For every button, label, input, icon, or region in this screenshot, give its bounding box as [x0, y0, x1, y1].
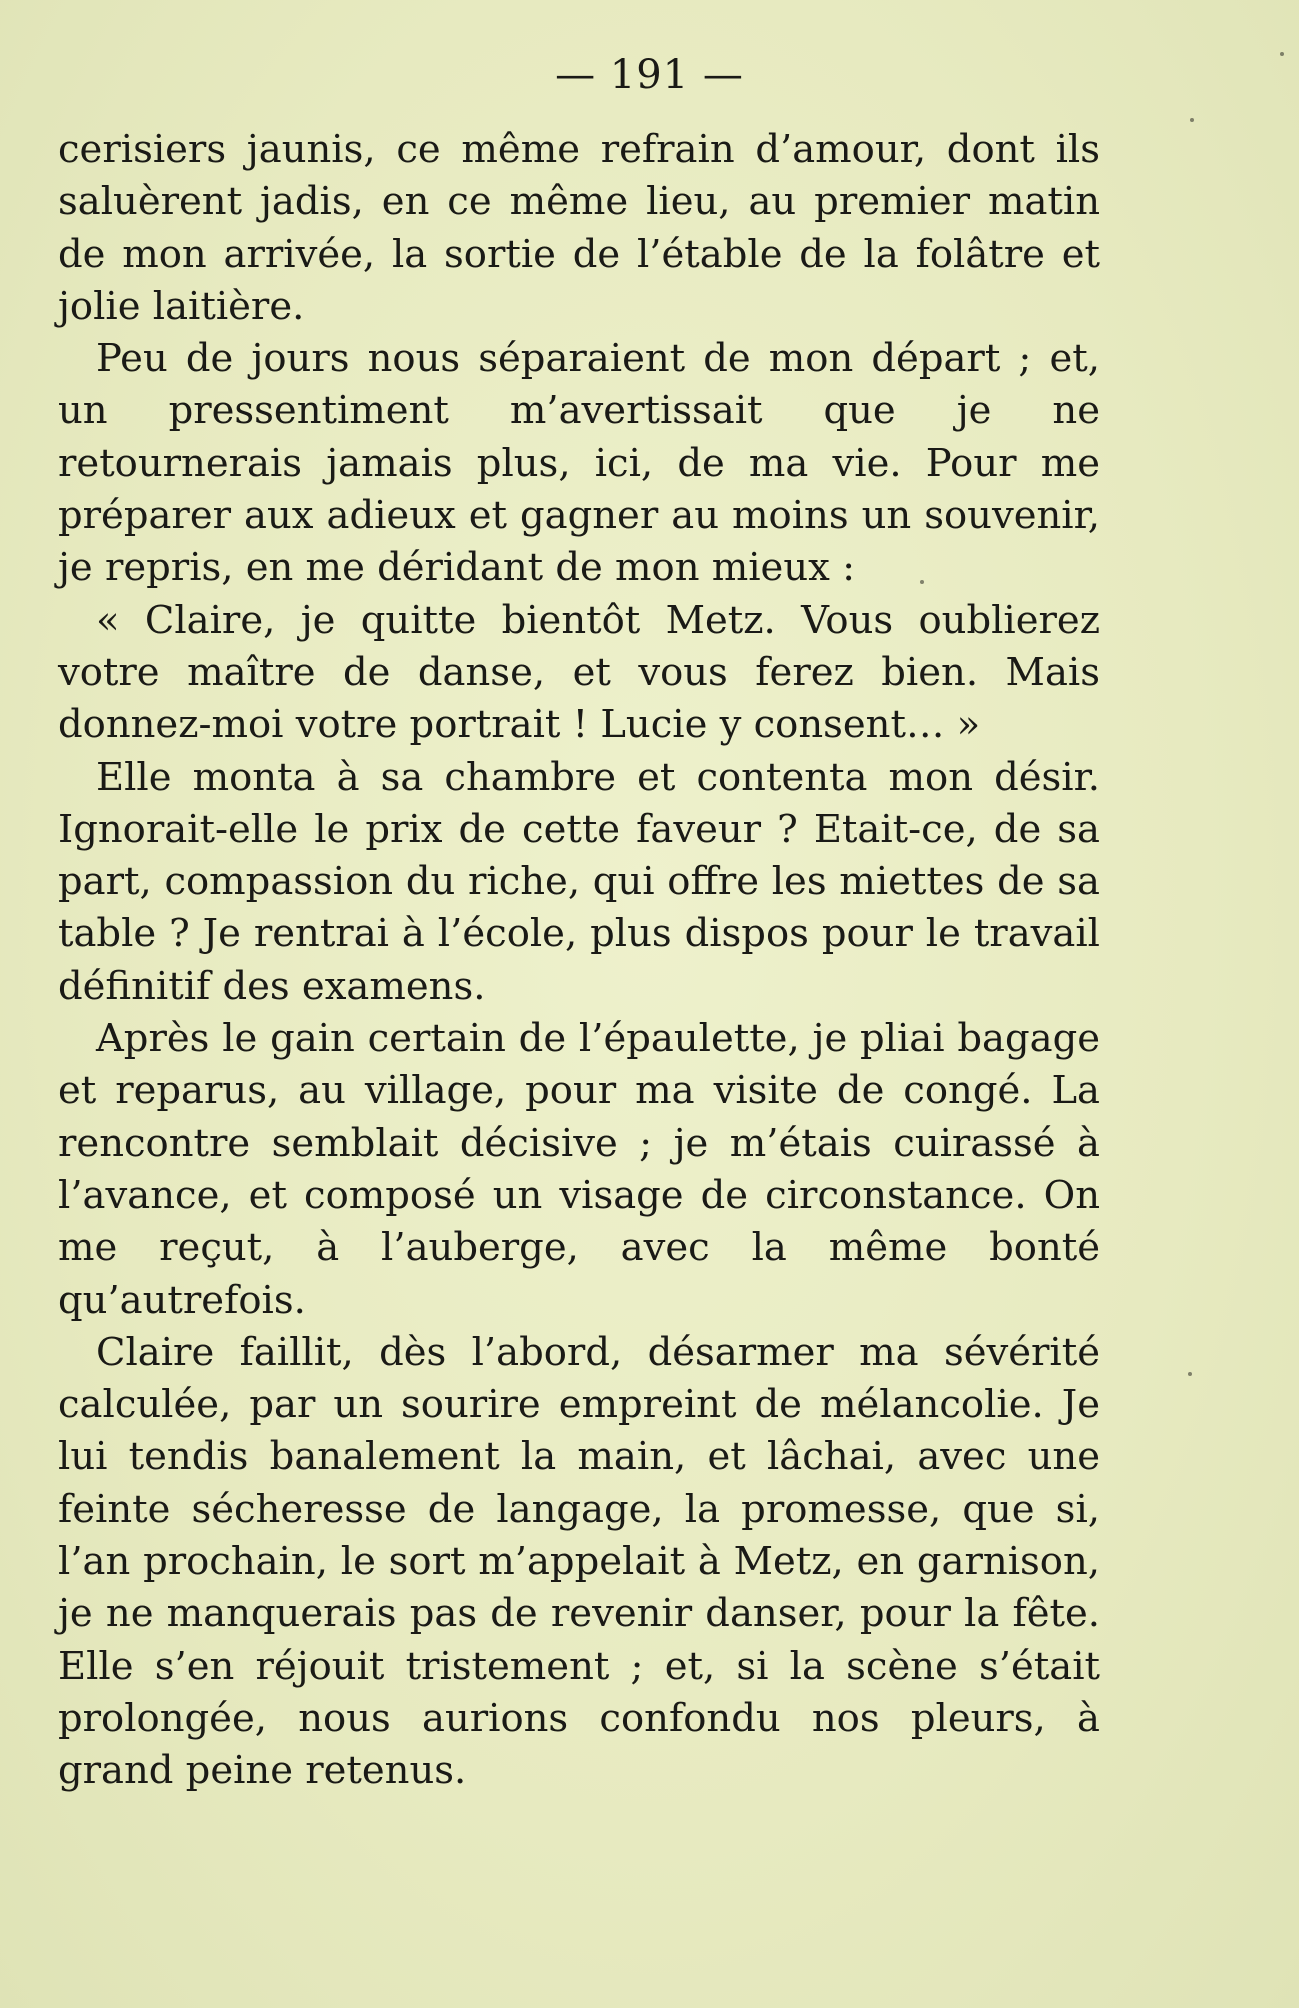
paragraph-2: Peu de jours nous séparaient de mon départ ; et, un pressentiment m’avertissait que je ne retournerais jamais plus, ici, de ma vie. Pour me préparer aux adieux et gagner au moins un souvenir, je repris, en me déridant de mon mieux :	[58, 336, 1100, 591]
paragraph-5: Après le gain certain de l’épaulette, je pliai bagage et reparus, au village, pour ma visite de congé. La rencontre semblait décisive ; je m’étais cuirassé à l’avance, et composé un visage de circonstance. On me reçut, à l’auberge, avec la même bonté qu’autrefois.	[58, 1016, 1100, 1323]
paper-speck	[1188, 1372, 1192, 1376]
paper-speck	[1190, 118, 1194, 122]
paragraph-3: « Claire, je quitte bientôt Metz. Vous oublierez votre maître de danse, et vous ferez bien. Mais donnez-moi votre portrait ! Lucie y consent… »	[58, 597, 1100, 748]
paragraph-4: Elle monta à sa chambre et contenta mon désir. Ignorait-elle le prix de cette faveur ? Etait-ce, de sa part, compassion du riche, qui offre les miettes de sa table ? Je rentrai à l’école, plus dispos pour le travail définitif des examens.	[58, 754, 1100, 1009]
paper-speck	[1280, 52, 1284, 56]
paper-speck	[920, 580, 924, 584]
page-number: — 191 —	[555, 52, 744, 98]
body-text	[58, 124, 1100, 1798]
paragraph-1: cerisiers jaunis, ce même refrain d’amour, dont ils saluèrent jadis, en ce même lieu, au premier matin de mon arrivée, la sortie de l’étable de la folâtre et jolie laitière.	[58, 127, 1100, 329]
paragraph-6: Claire faillit, dès l’abord, désarmer ma sévérité calculée, par un sourire empreint de mélancolie. Je lui tendis banalement la main, et lâchai, avec une feinte sécheresse de langage, la promesse, que si, l’an prochain, le sort m’appelait à Metz, en garnison, je ne manquerais pas de revenir danser, pour la fête. Elle s’en réjouit tristement ; et, si la scène s’était prolongée, nous aurions confondu nos pleurs, à grand peine retenus.	[58, 1329, 1100, 1794]
